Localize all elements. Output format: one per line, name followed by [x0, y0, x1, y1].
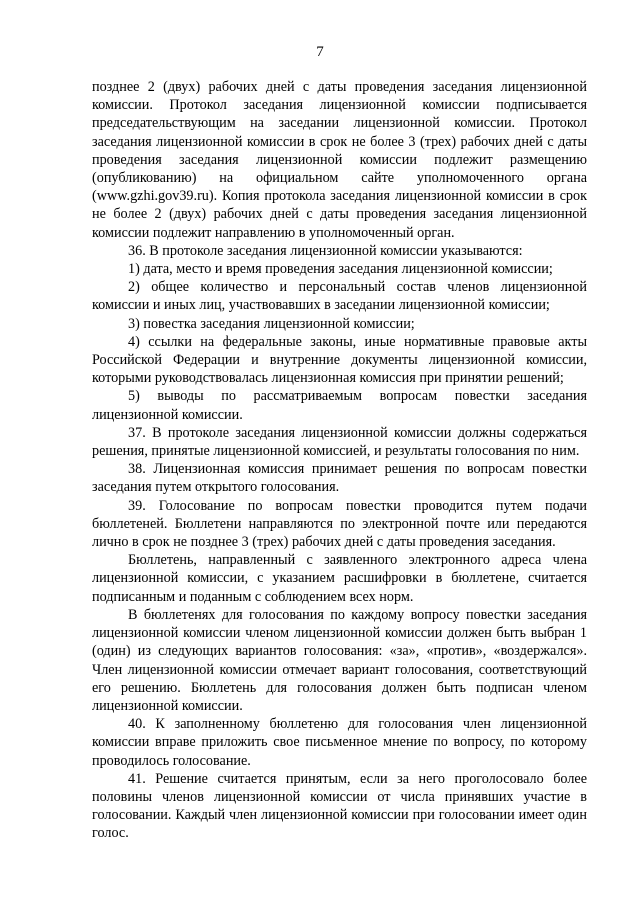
paragraph-41: 41. Решение считается принятым, если за него проголосовало более половины членов лицензионной комиссии от числа принявших участие в голосовании. Каждый член лицензионной комиссии при голосовании имеет один голос.: [92, 770, 587, 842]
paragraph-37: 37. В протоколе заседания лицензионной комиссии должны содержаться решения, принятые лицензионной комиссией, и результаты голосования по ним.: [92, 424, 587, 460]
list-item-1: 1) дата, место и время проведения заседания лицензионной комиссии;: [128, 261, 553, 278]
paragraph-ballot-email: Бюллетень, направленный с заявленного электронного адреса члена лицензионной комиссии, с указанием расшифровки в бюллетене, считается подписанным и поданным с соблюдением всех норм.: [92, 552, 587, 605]
list-item-4: 4) ссылки на федеральные законы, иные нормативные правовые акты Российской Федерации и внутренние документы лицензионной комиссии, которыми руководствовалась лицензионная комиссия при принятии решений;: [92, 333, 587, 387]
paragraph-ballot-options: В бюллетенях для голосования по каждому вопросу повестки заседания лицензионной комиссии членом лицензионной комиссии должен быть выбран 1 (один) из следующих вариантов голосования: «за», «против», «воздержался». Член лицензионной комиссии отмечает вариант голосования, соответствующий его решению. Бюллетень для голосования должен быть подписан членом лицензионной комиссии.: [92, 606, 587, 714]
document-body: [92, 78, 587, 843]
paragraph-continuation: позднее 2 (двух) рабочих дней с даты проведения заседания лицензионной комиссии. Протокол заседания лицензионной комиссии подписывается председательствующим на заседании лицензионной комиссии. Протокол заседания лицензионной комиссии в срок не более 3 (трех) рабочих дней с даты проведения заседания лицензионной комиссии подлежит размещению (опубликованию) на официальном сайте уполномоченного органа (www.gzhi.gov39.ru). Копия протокола заседания лицензионной комиссии в срок не более 2 (двух) рабочих дней с даты проведения заседания лицензионной комиссии подлежит направлению в уполномоченный орган.: [92, 79, 587, 241]
page-number: 7: [316, 44, 324, 60]
paragraph-40: 40. К заполненному бюллетеню для голосования член лицензионной комиссии вправе приложить свое письменное мнение по вопросу, по которому проводилось голосование.: [92, 716, 587, 769]
paragraph-39: 39. Голосование по вопросам повестки проводится путем подачи бюллетеней. Бюллетени направляются по электронной почте или передаются лично в срок не позднее 3 (трех) рабочих дней с даты проведения заседания.: [92, 497, 587, 551]
list-item-3: 3) повестка заседания лицензионной комиссии;: [128, 315, 415, 332]
list-item-5: 5) выводы по рассматриваемым вопросам повестки заседания лицензионной комиссии.: [92, 388, 587, 423]
paragraph-38: 38. Лицензионная комиссия принимает решения по вопросам повестки заседания путем открытого голосования.: [92, 461, 587, 496]
paragraph-36: 36. В протоколе заседания лицензионной комиссии указываются:: [128, 242, 523, 259]
list-item-2: 2) общее количество и персональный состав членов лицензионной комиссии и иных лиц, участвовавших в заседании лицензионной комиссии;: [92, 279, 587, 314]
